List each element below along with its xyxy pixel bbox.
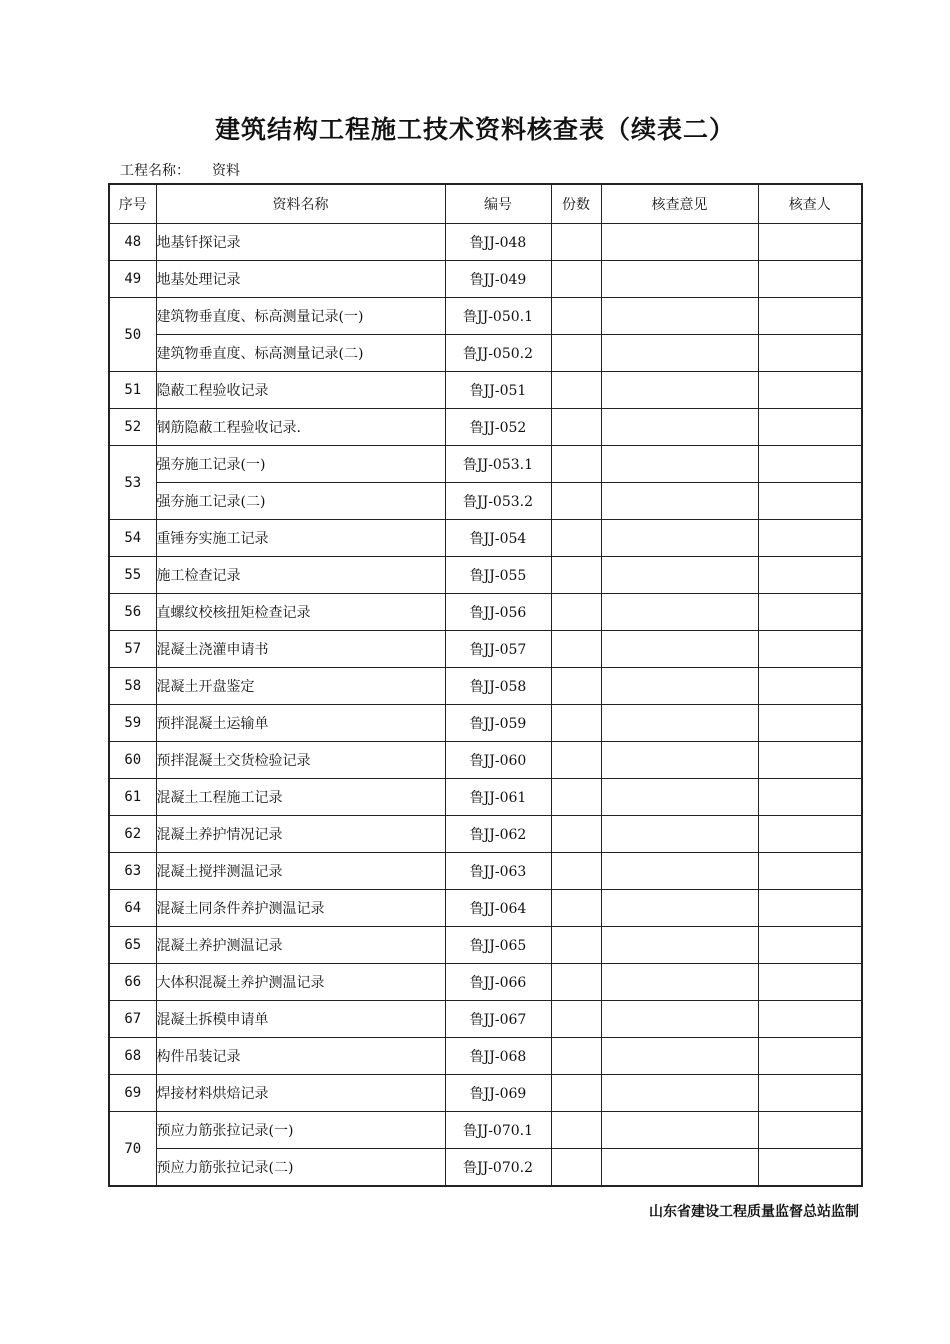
- row-copies-cell[interactable]: [551, 742, 601, 779]
- row-checker-cell[interactable]: [758, 298, 862, 335]
- row-opinion-cell[interactable]: [601, 335, 758, 372]
- row-seq: 62: [109, 816, 156, 853]
- row-opinion-cell[interactable]: [601, 224, 758, 261]
- row-document-name: 混凝土养护情况记录: [156, 816, 445, 853]
- table-row: [109, 1038, 862, 1075]
- row-copies-cell[interactable]: [551, 224, 601, 261]
- table-row: [109, 446, 862, 483]
- row-checker-cell[interactable]: [758, 779, 862, 816]
- table-row: [109, 1075, 862, 1112]
- row-checker-cell[interactable]: [758, 335, 862, 372]
- row-document-name: 混凝土搅拌测温记录: [156, 853, 445, 890]
- row-document-name: 隐蔽工程验收记录: [156, 372, 445, 409]
- row-seq: 58: [109, 668, 156, 705]
- header-seq: 序号: [109, 184, 156, 224]
- row-document-name: 混凝土开盘鉴定: [156, 668, 445, 705]
- row-code: 鲁JJ-059: [445, 705, 551, 742]
- project-name-value: 资料: [212, 163, 240, 179]
- row-copies-cell[interactable]: [551, 298, 601, 335]
- row-opinion-cell[interactable]: [601, 372, 758, 409]
- row-code: 鲁JJ-064: [445, 890, 551, 927]
- row-opinion-cell[interactable]: [601, 853, 758, 890]
- table-row: [109, 557, 862, 594]
- row-opinion-cell[interactable]: [601, 1038, 758, 1075]
- table-row: [109, 483, 862, 520]
- row-seq: 48: [109, 224, 156, 261]
- row-opinion-cell[interactable]: [601, 446, 758, 483]
- row-opinion-cell[interactable]: [601, 298, 758, 335]
- header-checker: 核查人: [758, 184, 862, 224]
- row-copies-cell[interactable]: [551, 964, 601, 1001]
- table-row: [109, 409, 862, 446]
- row-opinion-cell[interactable]: [601, 927, 758, 964]
- row-copies-cell[interactable]: [551, 1001, 601, 1038]
- row-code: 鲁JJ-050.2: [445, 335, 551, 372]
- row-document-name: 构件吊装记录: [156, 1038, 445, 1075]
- row-code: 鲁JJ-070.1: [445, 1112, 551, 1149]
- row-code: 鲁JJ-057: [445, 631, 551, 668]
- row-copies-cell[interactable]: [551, 594, 601, 631]
- row-checker-cell[interactable]: [758, 261, 862, 298]
- row-document-name: 混凝土工程施工记录: [156, 779, 445, 816]
- check-table: [108, 183, 863, 1187]
- row-copies-cell[interactable]: [551, 372, 601, 409]
- row-opinion-cell[interactable]: [601, 1112, 758, 1149]
- row-opinion-cell[interactable]: [601, 1149, 758, 1187]
- row-code: 鲁JJ-069: [445, 1075, 551, 1112]
- row-document-name: 预应力筋张拉记录(二): [156, 1149, 445, 1187]
- row-copies-cell[interactable]: [551, 668, 601, 705]
- table-row: [109, 335, 862, 372]
- row-checker-cell[interactable]: [758, 964, 862, 1001]
- table-row: [109, 890, 862, 927]
- row-copies-cell[interactable]: [551, 1038, 601, 1075]
- table-row: [109, 779, 862, 816]
- row-seq: 57: [109, 631, 156, 668]
- row-copies-cell[interactable]: [551, 779, 601, 816]
- row-code: 鲁JJ-061: [445, 779, 551, 816]
- table-row: [109, 964, 862, 1001]
- row-document-name: 预拌混凝土运输单: [156, 705, 445, 742]
- table-row: [109, 927, 862, 964]
- row-copies-cell[interactable]: [551, 409, 601, 446]
- row-document-name: 强夯施工记录(一): [156, 446, 445, 483]
- row-opinion-cell[interactable]: [601, 890, 758, 927]
- row-code: 鲁JJ-051: [445, 372, 551, 409]
- row-checker-cell[interactable]: [758, 520, 862, 557]
- table-row: [109, 853, 862, 890]
- table-row: [109, 742, 862, 779]
- row-seq: 55: [109, 557, 156, 594]
- table-row: [109, 261, 862, 298]
- row-checker-cell[interactable]: [758, 409, 862, 446]
- row-checker-cell[interactable]: [758, 594, 862, 631]
- row-checker-cell[interactable]: [758, 372, 862, 409]
- row-code: 鲁JJ-065: [445, 927, 551, 964]
- row-copies-cell[interactable]: [551, 890, 601, 927]
- header-code: 编号: [445, 184, 551, 224]
- row-seq: 67: [109, 1001, 156, 1038]
- row-seq: 69: [109, 1075, 156, 1112]
- row-seq: 66: [109, 964, 156, 1001]
- row-opinion-cell[interactable]: [601, 705, 758, 742]
- row-seq: 63: [109, 853, 156, 890]
- row-document-name: 焊接材料烘焙记录: [156, 1075, 445, 1112]
- row-checker-cell[interactable]: [758, 224, 862, 261]
- row-document-name: 混凝土同条件养护测温记录: [156, 890, 445, 927]
- row-opinion-cell[interactable]: [601, 557, 758, 594]
- row-seq: 50: [109, 298, 156, 372]
- row-seq: 65: [109, 927, 156, 964]
- row-opinion-cell[interactable]: [601, 964, 758, 1001]
- row-code: 鲁JJ-053.1: [445, 446, 551, 483]
- row-code: 鲁JJ-060: [445, 742, 551, 779]
- row-checker-cell[interactable]: [758, 446, 862, 483]
- table-header-row: [109, 184, 862, 224]
- row-document-name: 大体积混凝土养护测温记录: [156, 964, 445, 1001]
- row-opinion-cell[interactable]: [601, 1001, 758, 1038]
- row-checker-cell[interactable]: [758, 927, 862, 964]
- row-opinion-cell[interactable]: [601, 668, 758, 705]
- row-checker-cell[interactable]: [758, 668, 862, 705]
- row-document-name: 强夯施工记录(二): [156, 483, 445, 520]
- row-copies-cell[interactable]: [551, 816, 601, 853]
- row-checker-cell[interactable]: [758, 1001, 862, 1038]
- table-row: [109, 816, 862, 853]
- row-opinion-cell[interactable]: [601, 779, 758, 816]
- row-document-name: 直螺纹校核扭矩检查记录: [156, 594, 445, 631]
- row-document-name: 混凝土拆模申请单: [156, 1001, 445, 1038]
- footer-issuer: 山东省建设工程质量监督总站监制: [649, 1204, 859, 1220]
- row-checker-cell[interactable]: [758, 631, 862, 668]
- row-code: 鲁JJ-063: [445, 853, 551, 890]
- row-checker-cell[interactable]: [758, 890, 862, 927]
- row-opinion-cell[interactable]: [601, 1075, 758, 1112]
- row-copies-cell[interactable]: [551, 631, 601, 668]
- row-copies-cell[interactable]: [551, 1075, 601, 1112]
- row-code: 鲁JJ-058: [445, 668, 551, 705]
- row-seq: 52: [109, 409, 156, 446]
- row-seq: 59: [109, 705, 156, 742]
- row-document-name: 预拌混凝土交货检验记录: [156, 742, 445, 779]
- row-seq: 49: [109, 261, 156, 298]
- table-body: [109, 224, 862, 1187]
- row-copies-cell[interactable]: [551, 335, 601, 372]
- row-document-name: 混凝土养护测温记录: [156, 927, 445, 964]
- row-document-name: 混凝土浇灌申请书: [156, 631, 445, 668]
- table-row: [109, 224, 862, 261]
- row-code: 鲁JJ-068: [445, 1038, 551, 1075]
- row-checker-cell[interactable]: [758, 557, 862, 594]
- row-document-name: 建筑物垂直度、标高测量记录(一): [156, 298, 445, 335]
- row-copies-cell[interactable]: [551, 446, 601, 483]
- row-copies-cell[interactable]: [551, 1112, 601, 1149]
- table-row: [109, 298, 862, 335]
- table-row: [109, 520, 862, 557]
- table-row: [109, 668, 862, 705]
- row-opinion-cell[interactable]: [601, 742, 758, 779]
- row-code: 鲁JJ-054: [445, 520, 551, 557]
- row-seq: 53: [109, 446, 156, 520]
- row-code: 鲁JJ-070.2: [445, 1149, 551, 1187]
- row-copies-cell[interactable]: [551, 520, 601, 557]
- table-row: [109, 631, 862, 668]
- row-opinion-cell[interactable]: [601, 816, 758, 853]
- row-opinion-cell[interactable]: [601, 483, 758, 520]
- row-seq: 51: [109, 372, 156, 409]
- project-name-line: [120, 160, 240, 180]
- row-checker-cell[interactable]: [758, 742, 862, 779]
- row-checker-cell[interactable]: [758, 853, 862, 890]
- row-document-name: 预应力筋张拉记录(一): [156, 1112, 445, 1149]
- row-seq: 56: [109, 594, 156, 631]
- row-checker-cell[interactable]: [758, 1149, 862, 1187]
- row-opinion-cell[interactable]: [601, 409, 758, 446]
- row-document-name: 建筑物垂直度、标高测量记录(二): [156, 335, 445, 372]
- row-opinion-cell[interactable]: [601, 631, 758, 668]
- row-seq: 64: [109, 890, 156, 927]
- row-checker-cell[interactable]: [758, 1075, 862, 1112]
- row-document-name: 钢筋隐蔽工程验收记录.: [156, 409, 445, 446]
- row-code: 鲁JJ-048: [445, 224, 551, 261]
- row-document-name: 重锤夯实施工记录: [156, 520, 445, 557]
- row-seq: 60: [109, 742, 156, 779]
- row-code: 鲁JJ-053.2: [445, 483, 551, 520]
- row-opinion-cell[interactable]: [601, 261, 758, 298]
- row-copies-cell[interactable]: [551, 705, 601, 742]
- table-row: [109, 372, 862, 409]
- row-code: 鲁JJ-049: [445, 261, 551, 298]
- row-code: 鲁JJ-066: [445, 964, 551, 1001]
- row-checker-cell[interactable]: [758, 816, 862, 853]
- row-copies-cell[interactable]: [551, 853, 601, 890]
- row-checker-cell[interactable]: [758, 1038, 862, 1075]
- row-checker-cell[interactable]: [758, 1112, 862, 1149]
- header-name: 资料名称: [156, 184, 445, 224]
- row-document-name: 地基处理记录: [156, 261, 445, 298]
- row-code: 鲁JJ-062: [445, 816, 551, 853]
- row-document-name: 施工检查记录: [156, 557, 445, 594]
- row-checker-cell[interactable]: [758, 705, 862, 742]
- row-code: 鲁JJ-050.1: [445, 298, 551, 335]
- row-checker-cell[interactable]: [758, 483, 862, 520]
- row-code: 鲁JJ-052: [445, 409, 551, 446]
- row-copies-cell[interactable]: [551, 927, 601, 964]
- row-code: 鲁JJ-067: [445, 1001, 551, 1038]
- row-opinion-cell[interactable]: [601, 520, 758, 557]
- project-name-label: 工程名称：: [120, 163, 190, 179]
- table-row: [109, 1112, 862, 1149]
- row-document-name: 地基钎探记录: [156, 224, 445, 261]
- row-seq: 68: [109, 1038, 156, 1075]
- row-seq: 70: [109, 1112, 156, 1187]
- row-copies-cell[interactable]: [551, 557, 601, 594]
- header-copies: 份数: [551, 184, 601, 224]
- row-code: 鲁JJ-056: [445, 594, 551, 631]
- row-seq: 54: [109, 520, 156, 557]
- row-code: 鲁JJ-055: [445, 557, 551, 594]
- row-seq: 61: [109, 779, 156, 816]
- table-row: [109, 1001, 862, 1038]
- row-copies-cell[interactable]: [551, 483, 601, 520]
- table-row: [109, 594, 862, 631]
- table-row: [109, 705, 862, 742]
- header-opinion: 核查意见: [601, 184, 758, 224]
- table-row: [109, 1149, 862, 1187]
- row-copies-cell[interactable]: [551, 261, 601, 298]
- row-copies-cell[interactable]: [551, 1149, 601, 1187]
- row-opinion-cell[interactable]: [601, 594, 758, 631]
- page-title: 建筑结构工程施工技术资料核查表（续表二）: [214, 115, 735, 144]
